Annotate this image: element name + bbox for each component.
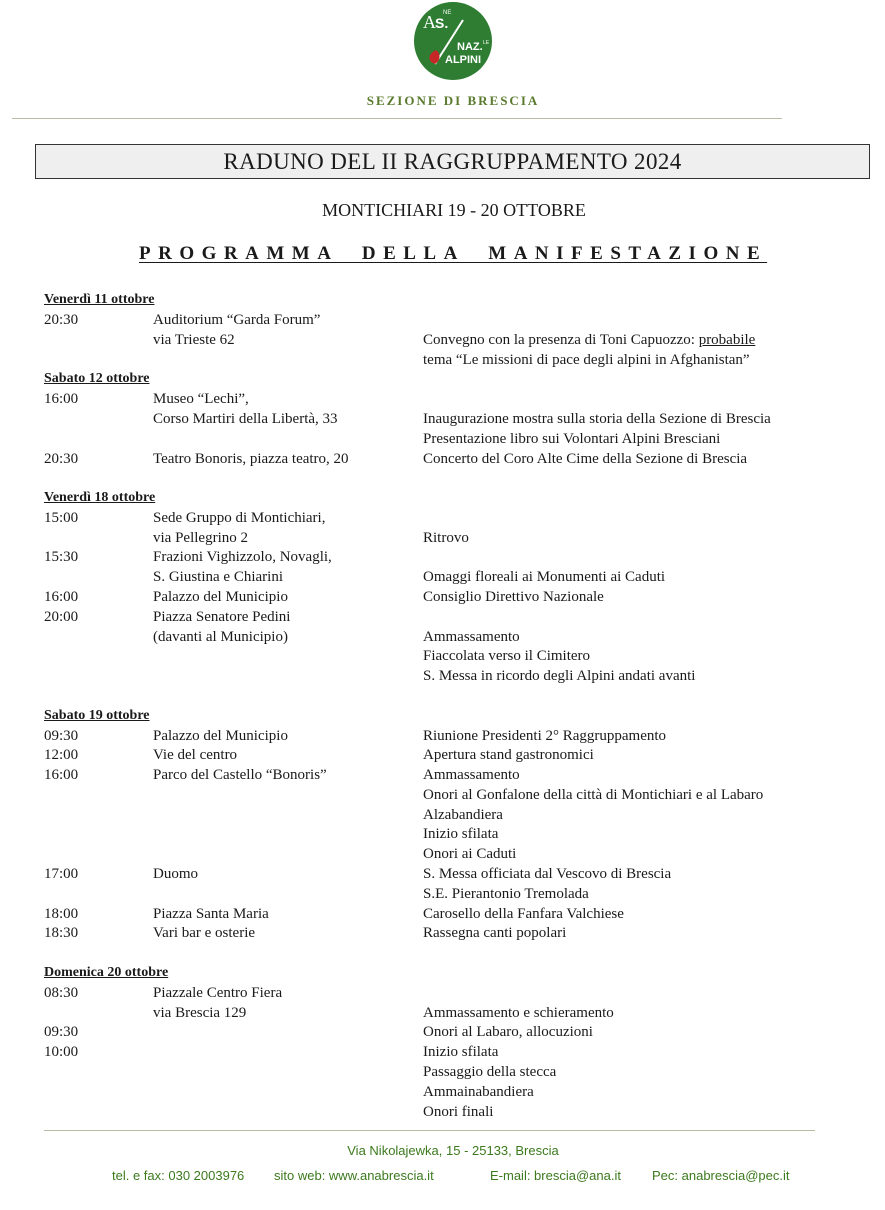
logo-letter-ne: NE	[443, 10, 452, 16]
sezione-heading: SEZIONE DI BRESCIA	[366, 93, 540, 108]
programma-heading: PROGRAMMA DELLA MANIFESTAZIONE	[139, 243, 768, 264]
event-place: Auditorium “Garda Forum”	[153, 312, 321, 328]
event-place: via Trieste 62	[153, 332, 235, 348]
event-place: Piazzale Centro Fiera	[153, 985, 283, 1001]
event-place: Frazioni Vighizzolo, Novagli,	[153, 549, 332, 565]
logo-letter-a: A	[423, 12, 436, 32]
event-activity: Riunione Presidenti 2° Raggruppamento	[423, 728, 667, 744]
event-activity	[423, 330, 755, 350]
event-activity: Omaggi floreali ai Monumenti ai Caduti	[423, 569, 666, 585]
footer-address: Via Nikolajewka, 15 - 25133, Brescia	[347, 1143, 559, 1158]
event-place: Vie del centro	[153, 747, 238, 763]
event-time: 09:30	[44, 1024, 79, 1040]
event-activity: Onori ai Caduti	[423, 846, 517, 862]
logo-letter-naz: NAZ.	[457, 41, 483, 53]
event-place: Palazzo del Municipio	[153, 728, 288, 744]
footer-phone: tel. e fax: 030 2003976	[112, 1168, 245, 1183]
event-activity: Passaggio della stecca	[423, 1064, 557, 1080]
logo-letter-alpini: ALPINI	[445, 54, 482, 66]
event-place: via Pellegrino 2	[153, 530, 248, 546]
event-time: 10:00	[44, 1044, 79, 1060]
event-place: via Brescia 129	[153, 1005, 247, 1021]
event-place: Sede Gruppo di Montichiari,	[153, 510, 326, 526]
event-place: Museo “Lechi”,	[153, 391, 249, 407]
event-time: 20:30	[44, 451, 79, 467]
event-activity: Fiaccolata verso il Cimitero	[423, 648, 591, 664]
event-place: Vari bar e osterie	[153, 925, 256, 941]
event-activity: Alzabandiera	[423, 807, 503, 823]
footer-divider	[44, 1130, 815, 1131]
day-heading: Sabato 19 ottobre	[44, 708, 150, 723]
footer-email-link[interactable]: E-mail: brescia@ana.it	[490, 1168, 621, 1183]
day-heading: Domenica 20 ottobre	[44, 965, 169, 980]
activity-underlined-word: probabile	[698, 332, 756, 348]
event-time: 15:30	[44, 549, 79, 565]
logo-letter-s: S.	[435, 15, 449, 31]
event-place: Teatro Bonoris, piazza teatro, 20	[153, 451, 349, 467]
event-activity: tema “Le missioni di pace degli alpini in Afghanistan”	[423, 352, 750, 368]
event-time: 18:30	[44, 925, 79, 941]
event-place: Duomo	[153, 866, 198, 882]
event-place: Parco del Castello “Bonoris”	[153, 767, 327, 783]
day-heading: Venerdì 18 ottobre	[44, 490, 156, 505]
event-place: Piazza Santa Maria	[153, 906, 269, 922]
event-activity: S.E. Pierantonio Tremolada	[423, 886, 589, 902]
event-activity: Inaugurazione mostra sulla storia della Sezione di Brescia	[423, 411, 771, 427]
event-activity: Inizio sfilata	[423, 1044, 499, 1060]
event-place: Palazzo del Municipio	[153, 589, 288, 605]
event-activity: Ammainabandiera	[423, 1084, 534, 1100]
event-place: S. Giustina e Chiarini	[153, 569, 283, 585]
event-activity: Presentazione libro sui Volontari Alpini Bresciani	[423, 431, 721, 447]
logo-letter-le: LE	[483, 40, 490, 46]
event-activity: Ritrovo	[423, 530, 469, 546]
event-activity: Ammassamento	[423, 767, 520, 783]
page-title: RADUNO DEL II RAGGRUPPAMENTO 2024	[35, 144, 870, 179]
event-activity: Ammassamento	[423, 629, 520, 645]
event-time: 18:00	[44, 906, 79, 922]
event-time: 08:30	[44, 985, 79, 1001]
event-time: 17:00	[44, 866, 79, 882]
event-time: 12:00	[44, 747, 79, 763]
day-heading: Sabato 12 ottobre	[44, 371, 150, 386]
event-activity: Onori al Gonfalone della città di Montichiari e al Labaro	[423, 787, 764, 803]
event-time: 16:00	[44, 767, 79, 783]
event-time: 15:00	[44, 510, 79, 526]
day-heading: Venerdì 11 ottobre	[44, 292, 155, 307]
event-activity: S. Messa in ricordo degli Alpini andati avanti	[423, 668, 696, 684]
event-activity: Consiglio Direttivo Nazionale	[423, 589, 604, 605]
event-activity: Concerto del Coro Alte Cime della Sezione di Brescia	[423, 451, 748, 467]
event-subtitle: MONTICHIARI 19 - 20 OTTOBRE	[322, 200, 586, 220]
event-activity: Rassegna canti popolari	[423, 925, 567, 941]
event-activity: Inizio sfilata	[423, 826, 499, 842]
footer-pec-link[interactable]: Pec: anabrescia@pec.it	[652, 1168, 790, 1183]
event-activity: S. Messa officiata dal Vescovo di Brescia	[423, 866, 672, 882]
event-place: Corso Martiri della Libertà, 33	[153, 411, 338, 427]
event-time: 20:00	[44, 609, 79, 625]
event-activity: Onori al Labaro, allocuzioni	[423, 1024, 593, 1040]
event-activity: Ammassamento e schieramento	[423, 1005, 614, 1021]
event-activity: Onori finali	[423, 1104, 494, 1120]
event-activity: Apertura stand gastronomici	[423, 747, 594, 763]
event-time: 16:00	[44, 589, 79, 605]
event-time: 16:00	[44, 391, 79, 407]
event-time: 09:30	[44, 728, 79, 744]
event-activity: Carosello della Fanfara Valchiese	[423, 906, 624, 922]
footer-website-link[interactable]: sito web: www.anabrescia.it	[274, 1168, 434, 1183]
event-place: (davanti al Municipio)	[153, 629, 288, 645]
activity-text: Convegno con la presenza di Toni Capuozzo:	[423, 332, 699, 348]
event-time: 20:30	[44, 312, 79, 328]
event-place: Piazza Senatore Pedini	[153, 609, 291, 625]
